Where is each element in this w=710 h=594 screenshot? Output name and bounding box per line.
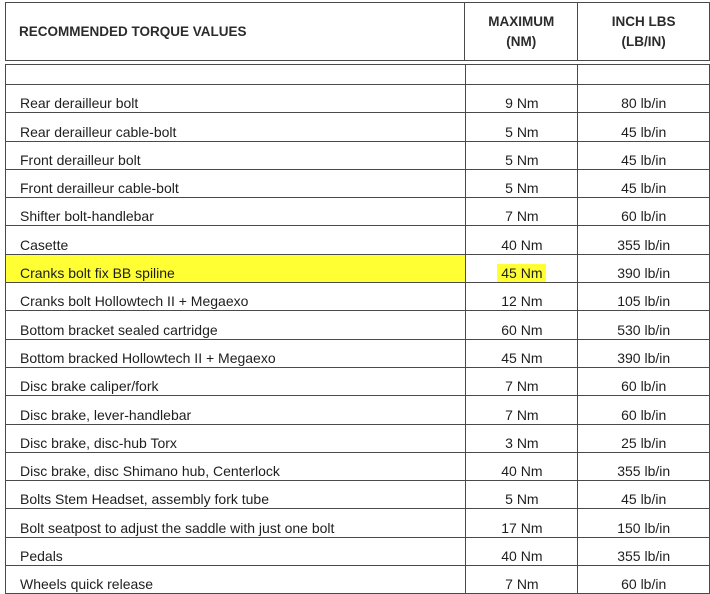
inch-lbs-cell-text: 355 lb/in <box>617 548 671 565</box>
inch-lbs-cell-text: 390 lb/in <box>617 265 671 282</box>
inch-lbs-cell-text: 80 lb/in <box>621 95 667 112</box>
component-cell <box>6 141 466 169</box>
max-nm-cell-text: 3 Nm <box>505 434 539 451</box>
max-nm-cell-text: 7 Nm <box>505 576 539 593</box>
spacer-row <box>6 65 710 85</box>
header-inch-lbs <box>578 3 710 61</box>
inch-lbs-cell <box>578 198 710 226</box>
component-cell-text: Rear derailleur bolt <box>20 95 139 112</box>
table-row <box>6 339 710 367</box>
table-row <box>6 311 710 339</box>
inch-lbs-cell <box>578 283 710 311</box>
inch-lbs-cell <box>578 311 710 339</box>
component-cell <box>6 339 466 367</box>
component-cell <box>6 481 466 509</box>
max-nm-cell <box>466 566 578 594</box>
table-row <box>6 169 710 197</box>
inch-lbs-cell-text: 60 lb/in <box>621 576 667 593</box>
max-nm-cell <box>466 85 578 113</box>
component-cell-text: Rear derailleur cable-bolt <box>20 123 177 140</box>
component-cell <box>6 198 466 226</box>
component-cell-text: Bottom bracket sealed cartridge <box>20 321 218 338</box>
max-nm-cell-text: 60 Nm <box>501 321 543 338</box>
component-cell <box>6 226 466 254</box>
max-nm-cell-text: 7 Nm <box>505 378 539 395</box>
inch-lbs-cell-text: 105 lb/in <box>617 293 671 310</box>
max-nm-cell <box>466 169 578 197</box>
table-row <box>6 226 710 254</box>
table-row <box>6 452 710 480</box>
inch-lbs-cell-text: 355 lb/in <box>617 463 671 480</box>
table-row <box>6 254 710 282</box>
max-nm-cell-text: 40 Nm <box>501 548 543 565</box>
inch-lbs-cell <box>578 424 710 452</box>
header-inch-lbs-line1: INCH LBS <box>611 13 676 29</box>
component-cell-text: Front derailleur cable-bolt <box>20 180 179 197</box>
inch-lbs-cell-text: 45 lb/in <box>621 180 667 197</box>
inch-lbs-cell <box>578 509 710 537</box>
inch-lbs-cell <box>578 169 710 197</box>
max-nm-cell <box>466 226 578 254</box>
component-cell-text: Cranks bolt fix BB spiline <box>20 265 175 282</box>
torque-table <box>5 64 710 594</box>
component-cell <box>6 85 466 113</box>
component-cell-text: Disc brake, disc-hub Torx <box>20 434 177 451</box>
inch-lbs-cell <box>578 141 710 169</box>
component-cell-text: Bolt seatpost to adjust the saddle with just one bolt <box>20 519 335 536</box>
inch-lbs-cell <box>578 339 710 367</box>
inch-lbs-cell <box>578 85 710 113</box>
max-nm-cell-text: 17 Nm <box>501 519 543 536</box>
inch-lbs-cell-text: 150 lb/in <box>617 519 671 536</box>
component-cell-text: Front derailleur bolt <box>20 151 141 168</box>
component-cell-text: Disc brake, disc Shimano hub, Centerlock <box>20 463 280 480</box>
max-nm-cell <box>466 113 578 141</box>
max-nm-cell <box>466 254 578 282</box>
component-cell-text: Pedals <box>20 548 63 565</box>
inch-lbs-cell-text: 355 lb/in <box>617 236 671 253</box>
max-nm-cell-text: 40 Nm <box>501 463 543 480</box>
component-cell <box>6 566 466 594</box>
component-cell <box>6 424 466 452</box>
max-nm-cell <box>466 452 578 480</box>
spacer-cell <box>6 65 466 85</box>
spacer-cell <box>466 65 578 85</box>
inch-lbs-cell <box>578 452 710 480</box>
component-cell-text: Bottom bracked Hollowtech II + Megaexo <box>20 349 276 366</box>
inch-lbs-cell-text: 25 lb/in <box>621 434 667 451</box>
header-inch-lbs-line2: (LB/IN) <box>621 33 666 49</box>
component-cell-text: Cranks bolt Hollowtech II + Megaexo <box>20 293 249 310</box>
inch-lbs-cell-text: 45 lb/in <box>621 123 667 140</box>
inch-lbs-cell-text: 60 lb/in <box>621 406 667 423</box>
spacer-cell <box>578 65 710 85</box>
max-nm-cell <box>466 311 578 339</box>
max-nm-cell <box>466 141 578 169</box>
max-nm-cell-text: 45 Nm <box>501 349 543 366</box>
inch-lbs-cell <box>578 396 710 424</box>
component-cell <box>6 113 466 141</box>
max-nm-cell-text: 5 Nm <box>505 151 539 168</box>
component-cell-text: Wheels quick release <box>20 576 154 593</box>
max-nm-cell-text: 9 Nm <box>505 95 539 112</box>
table-row <box>6 141 710 169</box>
table-row <box>6 509 710 537</box>
header-component: RECOMMENDED TORQUE VALUES <box>6 3 465 61</box>
table-row <box>6 481 710 509</box>
max-nm-cell <box>466 339 578 367</box>
max-nm-cell <box>466 396 578 424</box>
table-row <box>6 85 710 113</box>
component-cell <box>6 311 466 339</box>
component-cell <box>6 509 466 537</box>
component-cell-text: Disc brake, lever-handlebar <box>20 406 192 423</box>
inch-lbs-cell <box>578 537 710 565</box>
inch-lbs-cell <box>578 481 710 509</box>
max-nm-cell-text: 40 Nm <box>501 236 543 253</box>
inch-lbs-cell <box>578 566 710 594</box>
table-row <box>6 537 710 565</box>
inch-lbs-cell-text: 45 lb/in <box>621 491 667 508</box>
header-max-nm <box>465 3 578 61</box>
max-nm-cell-text: 5 Nm <box>505 123 539 140</box>
torque-table-body <box>6 65 710 594</box>
header-max-nm-line1: MAXIMUM <box>488 13 555 29</box>
header-row <box>6 3 710 61</box>
max-nm-cell-text: 12 Nm <box>501 293 543 310</box>
max-nm-cell-text: 7 Nm <box>505 208 539 225</box>
inch-lbs-cell <box>578 113 710 141</box>
max-nm-cell-text: 5 Nm <box>505 491 539 508</box>
table-row <box>6 566 710 594</box>
header-table <box>5 2 710 61</box>
component-cell <box>6 367 466 395</box>
max-nm-cell <box>466 509 578 537</box>
table-row <box>6 198 710 226</box>
inch-lbs-cell-text: 45 lb/in <box>621 151 667 168</box>
component-cell-text: Disc brake caliper/fork <box>20 378 159 395</box>
inch-lbs-cell-text: 530 lb/in <box>617 321 671 338</box>
max-nm-cell <box>466 424 578 452</box>
max-nm-cell <box>466 198 578 226</box>
table-row <box>6 113 710 141</box>
max-nm-cell <box>466 537 578 565</box>
component-cell-text: Casette <box>20 236 69 253</box>
inch-lbs-cell-text: 60 lb/in <box>621 378 667 395</box>
component-cell <box>6 396 466 424</box>
component-cell <box>6 283 466 311</box>
component-cell-text: Shifter bolt-handlebar <box>20 208 154 225</box>
inch-lbs-cell <box>578 367 710 395</box>
max-nm-cell-text: 45 Nm <box>497 264 546 282</box>
component-cell <box>6 169 466 197</box>
max-nm-cell <box>466 367 578 395</box>
max-nm-cell-text: 7 Nm <box>505 406 539 423</box>
inch-lbs-cell-text: 390 lb/in <box>617 349 671 366</box>
component-cell <box>6 254 466 282</box>
table-row <box>6 283 710 311</box>
header-max-nm-line2: (NM) <box>506 33 537 49</box>
max-nm-cell-text: 5 Nm <box>505 180 539 197</box>
component-cell <box>6 537 466 565</box>
inch-lbs-cell-text: 60 lb/in <box>621 208 667 225</box>
component-cell-text: Bolts Stem Headset, assembly fork tube <box>20 491 269 508</box>
table-row <box>6 396 710 424</box>
inch-lbs-cell <box>578 226 710 254</box>
component-cell <box>6 452 466 480</box>
table-row <box>6 424 710 452</box>
table-row <box>6 367 710 395</box>
inch-lbs-cell <box>578 254 710 282</box>
max-nm-cell <box>466 481 578 509</box>
max-nm-cell <box>466 283 578 311</box>
